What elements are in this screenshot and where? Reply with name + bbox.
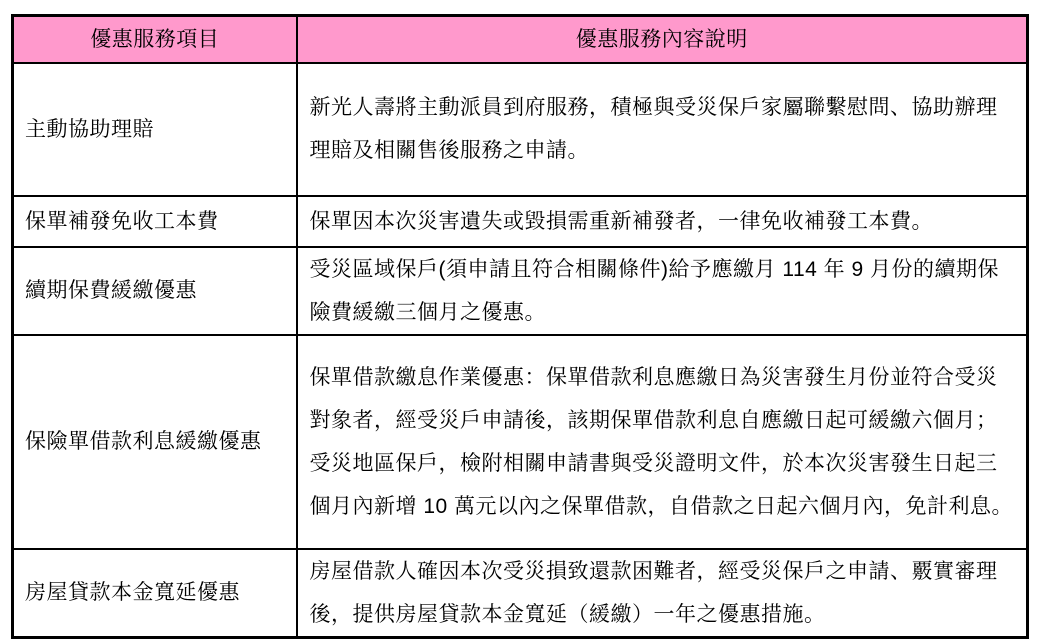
table-row	[13, 196, 1028, 247]
description-cell: 受災區域保戶(須申請且符合相關條件)給予應繳月 114 年 9 月份的續期保險費緩繳三個月之優惠。	[297, 247, 1028, 335]
table-row	[13, 247, 1028, 335]
item-cell: 保險單借款利息緩繳優惠	[13, 335, 297, 549]
table-row	[13, 335, 1028, 549]
table-body	[13, 63, 1028, 638]
table-header	[13, 16, 1028, 63]
header-cell-item: 優惠服務項目	[13, 16, 297, 63]
table-row	[13, 549, 1028, 638]
item-cell: 房屋貸款本金寬延優惠	[13, 549, 297, 638]
description-cell: 保單借款繳息作業優惠：保單借款利息應繳日為災害發生月份並符合受災對象者，經受災戶申請後，該期保單借款利息自應繳日起可緩繳六個月；受災地區保戶，檢附相關申請書與受災證明文件，於本次災害發生日起三個月內新增 10 萬元以內之保單借款，自借款之日起六個月內，免計利息。	[297, 335, 1028, 549]
item-cell: 保單補發免收工本費	[13, 196, 297, 247]
description-cell: 房屋借款人確因本次受災損致還款困難者，經受災保戶之申請、覈實審理後，提供房屋貸款本金寬延（緩繳）一年之優惠措施。	[297, 549, 1028, 638]
description-cell: 保單因本次災害遺失或毀損需重新補發者，一律免收補發工本費。	[297, 196, 1028, 247]
description-cell: 新光人壽將主動派員到府服務，積極與受災保戶家屬聯繫慰問、協助辦理理賠及相關售後服務之申請。	[297, 63, 1028, 196]
item-cell: 續期保費緩繳優惠	[13, 247, 297, 335]
header-row	[13, 16, 1028, 63]
header-cell-description: 優惠服務內容說明	[297, 16, 1028, 63]
table-row	[13, 63, 1028, 196]
benefit-services-table	[11, 14, 1029, 639]
item-cell: 主動協助理賠	[13, 63, 297, 196]
